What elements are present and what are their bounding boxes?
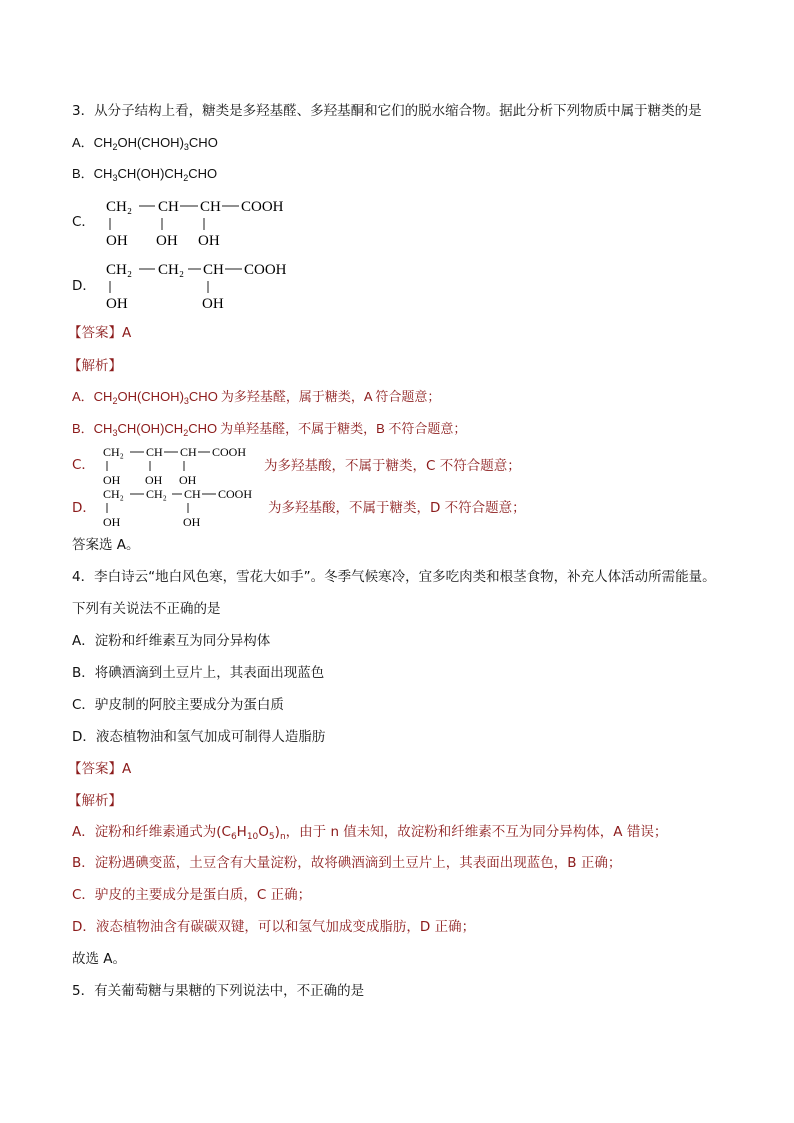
q3-analysis-d-label: D． xyxy=(72,500,96,516)
q5-stem: 5．有关葡萄糖与果糖的下列说法中，不正确的是 xyxy=(72,983,365,999)
struct-d-oh-2: OH xyxy=(202,296,224,312)
svg-text:OH: OH xyxy=(145,473,163,487)
q3-option-b: B．$CH_3CH(OH)CH_2CHO$ xyxy=(72,166,218,183)
q4-option-c: C．驴皮制的阿胶主要成分为蛋白质 xyxy=(72,697,284,713)
q3-analysis-c-structure xyxy=(100,444,265,488)
q4-analysis-a: A．淀粉和纤维素通式为$(C_6H_{10}O_5)_n$，由于 n 值未知，故淀粉和纤维素不互为同分异构体，A 错误； xyxy=(72,824,668,842)
q3-option-d-label: D． xyxy=(72,278,96,294)
q4-analysis-heading: 【解析】 xyxy=(68,793,122,809)
q3-answer: 【答案】A xyxy=(68,325,132,341)
svg-text:CH₂: CH₂ xyxy=(103,487,124,501)
svg-text:CH₂: CH₂ xyxy=(103,445,124,459)
svg-text:OH: OH xyxy=(183,515,201,529)
q3-analysis-d-structure xyxy=(100,486,270,530)
svg-text:OH: OH xyxy=(103,515,121,529)
struct-c-oh-1: OH xyxy=(106,233,128,249)
struct-c-oh-2: OH xyxy=(156,233,178,249)
q3-analysis-a: A．$CH_2OH(CHOH)_3CHO$ 为多羟基醛，属于糖类，A 符合题意； xyxy=(72,389,441,406)
svg-text:OH: OH xyxy=(179,473,197,487)
svg-text:CH₂: CH₂ xyxy=(146,487,167,501)
svg-text:OH: OH xyxy=(103,473,121,487)
q3-analysis-heading: 【解析】 xyxy=(68,358,122,374)
q4-option-d: D．液态植物油和氢气加成可制得人造脂肪 xyxy=(72,729,326,745)
struct-d-ch: CH xyxy=(203,262,224,278)
svg-text:COOH: COOH xyxy=(212,445,247,459)
q3-option-a: A．$CH_2OH(CHOH)_3CHO$ xyxy=(72,135,218,152)
q3-analysis-c-text: 为多羟基酸，不属于糖类，C 不符合题意； xyxy=(264,458,521,474)
q4-analysis-c: C．驴皮的主要成分是蛋白质，C 正确； xyxy=(72,887,312,903)
q3-conclusion: 答案选 A。 xyxy=(72,537,140,553)
svg-text:CH: CH xyxy=(180,445,197,459)
struct-c-ch2: CH₂ xyxy=(106,199,133,215)
q4-conclusion: 故选 A。 xyxy=(72,951,127,967)
q4-option-b: B．将碘酒滴到土豆片上，其表面出现蓝色 xyxy=(72,665,325,681)
svg-text:COOH: COOH xyxy=(218,487,253,501)
q3-option-d-structure xyxy=(102,259,312,315)
q4-answer: 【答案】A xyxy=(68,761,132,777)
struct-d-ch2-1: CH₂ xyxy=(106,262,133,278)
struct-d-ch2-2: CH₂ xyxy=(158,262,185,278)
q3-analysis-c-label: C． xyxy=(72,457,95,473)
struct-c-cooh: COOH xyxy=(241,199,284,215)
struct-c-ch-2: CH xyxy=(200,199,221,215)
svg-text:CH: CH xyxy=(184,487,201,501)
q3-option-c-label: C． xyxy=(72,214,95,230)
struct-c-ch-1: CH xyxy=(158,199,179,215)
q3-analysis-d-text: 为多羟基酸，不属于糖类，D 不符合题意； xyxy=(268,500,526,516)
struct-d-cooh: COOH xyxy=(244,262,287,278)
q4-stem-line2: 下列有关说法不正确的是 xyxy=(72,601,221,617)
struct-c-oh-3: OH xyxy=(198,233,220,249)
svg-text:CH: CH xyxy=(146,445,163,459)
q4-stem-line1: 4．李白诗云“地白风色寒，雪花大如手”。冬季气候寒冷，宜多吃肉类和根茎食物，补充人体活动所需能量。 xyxy=(72,569,716,585)
struct-d-oh-1: OH xyxy=(106,296,128,312)
q3-option-c-structure xyxy=(102,196,312,252)
q3-stem: 3．从分子结构上看，糖类是多羟基醛、多羟基酮和它们的脱水缩合物。据此分析下列物质中属于糖类的是 xyxy=(72,103,702,119)
q4-analysis-d: D．液态植物油含有碳碳双键，可以和氢气加成变成脂肪，D 正确； xyxy=(72,919,476,935)
q4-analysis-b: B．淀粉遇碘变蓝，土豆含有大量淀粉，故将碘酒滴到土豆片上，其表面出现蓝色，B 正确； xyxy=(72,855,622,871)
q3-analysis-b: B．$CH_3CH(OH)CH_2CHO$ 为单羟基醛，不属于糖类，B 不符合题意； xyxy=(72,421,467,438)
q4-option-a: A．淀粉和纤维素互为同分异构体 xyxy=(72,633,271,649)
